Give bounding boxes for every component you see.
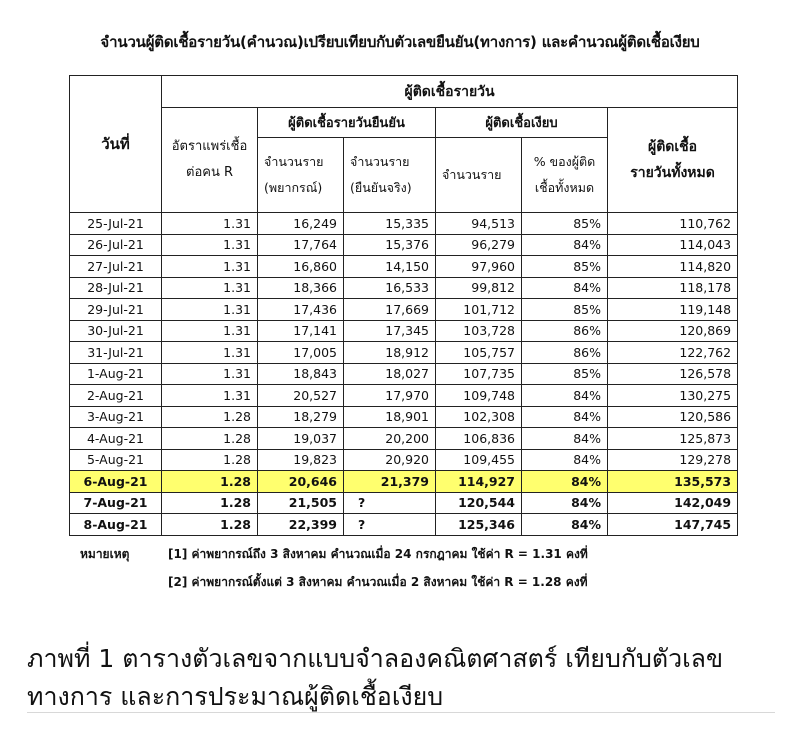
cell-actual: 20,920 [344, 449, 436, 471]
cell-actual: 17,669 [344, 299, 436, 321]
header-silent-pct [522, 138, 608, 213]
cell-total: 114,820 [608, 256, 738, 278]
cell-total: 126,578 [608, 363, 738, 385]
table-row-highlighted [70, 471, 738, 493]
table-row [70, 449, 738, 471]
cell-date: 26-Jul-21 [70, 234, 162, 256]
cell-predicted: 17,764 [258, 234, 344, 256]
cell-date: 7-Aug-21 [70, 492, 162, 514]
cell-pct: 84% [522, 428, 608, 450]
cell-pct: 84% [522, 406, 608, 428]
cell-date: 25-Jul-21 [70, 213, 162, 235]
cell-r: 1.31 [162, 277, 258, 299]
cell-r: 1.31 [162, 385, 258, 407]
cell-predicted: 16,860 [258, 256, 344, 278]
header-actual [344, 138, 436, 213]
cell-r: 1.28 [162, 514, 258, 536]
cell-predicted: 19,823 [258, 449, 344, 471]
header-predicted [258, 138, 344, 213]
cell-predicted: 22,399 [258, 514, 344, 536]
cell-total: 110,762 [608, 213, 738, 235]
cell-silent: 99,812 [436, 277, 522, 299]
cell-silent: 96,279 [436, 234, 522, 256]
cell-actual: ? [344, 514, 436, 536]
cell-date: 5-Aug-21 [70, 449, 162, 471]
notes-label: หมายเหตุ [80, 547, 130, 561]
cell-total: 142,049 [608, 492, 738, 514]
cell-total: 122,762 [608, 342, 738, 364]
cell-date: 2-Aug-21 [70, 385, 162, 407]
cell-predicted: 18,279 [258, 406, 344, 428]
header-silent-count: จำนวนราย [436, 138, 522, 213]
table-row [70, 385, 738, 407]
cell-silent: 120,544 [436, 492, 522, 514]
cell-silent: 94,513 [436, 213, 522, 235]
cell-pct: 86% [522, 342, 608, 364]
cell-silent: 109,748 [436, 385, 522, 407]
cell-actual: 14,150 [344, 256, 436, 278]
cell-r: 1.31 [162, 234, 258, 256]
cell-date: 29-Jul-21 [70, 299, 162, 321]
cell-predicted: 17,141 [258, 320, 344, 342]
cell-date: 3-Aug-21 [70, 406, 162, 428]
table-row [70, 256, 738, 278]
cell-silent: 107,735 [436, 363, 522, 385]
infection-table [69, 75, 738, 536]
cell-pct: 84% [522, 471, 608, 493]
cell-actual: 18,912 [344, 342, 436, 364]
cell-actual: 16,533 [344, 277, 436, 299]
cell-total: 120,869 [608, 320, 738, 342]
cell-total: 129,278 [608, 449, 738, 471]
cell-pct: 85% [522, 256, 608, 278]
cell-silent: 114,927 [436, 471, 522, 493]
note-2: [2] ค่าพยากรณ์ตั้งแต่ 3 สิงหาคม คำนวณเมื่อ 2 สิงหาคม ใช้ค่า R = 1.28 คงที่ [168, 575, 588, 589]
cell-total: 147,745 [608, 514, 738, 536]
cell-silent: 102,308 [436, 406, 522, 428]
header-predicted-line1: จำนวนราย [264, 154, 324, 169]
figure-caption: ภาพที่ 1 ตารางตัวเลขจากแบบจำลองคณิตศาสตร์ เทียบกับตัวเลขทางการ และการประมาณผู้ติดเชื้อเงียบ [27, 644, 724, 711]
header-actual-line2: (ยืนยันจริง) [350, 180, 412, 195]
cell-total: 135,573 [608, 471, 738, 493]
cell-silent: 125,346 [436, 514, 522, 536]
cell-total: 114,043 [608, 234, 738, 256]
cell-date: 30-Jul-21 [70, 320, 162, 342]
cell-actual: ? [344, 492, 436, 514]
cell-predicted: 21,505 [258, 492, 344, 514]
cell-actual: 21,379 [344, 471, 436, 493]
cell-silent: 103,728 [436, 320, 522, 342]
cell-r: 1.28 [162, 449, 258, 471]
cell-predicted: 17,436 [258, 299, 344, 321]
cell-predicted: 18,843 [258, 363, 344, 385]
cell-silent: 105,757 [436, 342, 522, 364]
header-pct-line2: เชื้อทั้งหมด [534, 180, 595, 195]
cell-total: 120,586 [608, 406, 738, 428]
table-row [70, 492, 738, 514]
header-total [608, 108, 738, 213]
divider [27, 712, 775, 713]
cell-pct: 84% [522, 492, 608, 514]
cell-silent: 106,836 [436, 428, 522, 450]
cell-silent: 97,960 [436, 256, 522, 278]
cell-date: 6-Aug-21 [70, 471, 162, 493]
cell-r: 1.31 [162, 256, 258, 278]
header-r-line1: อัตราแพร่เชื้อ [171, 139, 248, 154]
header-confirmed-group: ผู้ติดเชื้อรายวันยืนยัน [258, 108, 436, 138]
cell-pct: 84% [522, 449, 608, 471]
table-row [70, 213, 738, 235]
cell-date: 31-Jul-21 [70, 342, 162, 364]
cell-date: 28-Jul-21 [70, 277, 162, 299]
cell-date: 4-Aug-21 [70, 428, 162, 450]
header-r-line2: ต่อคน R [186, 165, 233, 180]
cell-pct: 85% [522, 363, 608, 385]
header-actual-line1: จำนวนราย [350, 154, 410, 169]
cell-predicted: 18,366 [258, 277, 344, 299]
table-title: จำนวนผู้ติดเชื้อรายวัน(คำนวณ)เปรียบเทียบกับตัวเลขยืนยัน(ทางการ) และคำนวณผู้ติดเชื้อเงียบ [100, 33, 700, 51]
cell-r: 1.28 [162, 471, 258, 493]
cell-predicted: 20,527 [258, 385, 344, 407]
cell-r: 1.28 [162, 406, 258, 428]
cell-actual: 20,200 [344, 428, 436, 450]
cell-predicted: 16,249 [258, 213, 344, 235]
table-row [70, 406, 738, 428]
cell-r: 1.28 [162, 492, 258, 514]
header-r [162, 108, 258, 213]
cell-actual: 18,901 [344, 406, 436, 428]
header-silent-group: ผู้ติดเชื้อเงียบ [436, 108, 608, 138]
cell-date: 27-Jul-21 [70, 256, 162, 278]
cell-predicted: 17,005 [258, 342, 344, 364]
cell-r: 1.28 [162, 428, 258, 450]
header-date: วันที่ [70, 76, 162, 213]
header-total-line2: รายวันทั้งหมด [630, 165, 715, 181]
cell-date: 1-Aug-21 [70, 363, 162, 385]
cell-actual: 18,027 [344, 363, 436, 385]
cell-r: 1.31 [162, 320, 258, 342]
cell-predicted: 19,037 [258, 428, 344, 450]
cell-total: 118,178 [608, 277, 738, 299]
cell-r: 1.31 [162, 363, 258, 385]
cell-r: 1.31 [162, 213, 258, 235]
cell-pct: 84% [522, 514, 608, 536]
table-row [70, 299, 738, 321]
table-row [70, 342, 738, 364]
cell-actual: 17,970 [344, 385, 436, 407]
table-row [70, 277, 738, 299]
cell-total: 125,873 [608, 428, 738, 450]
table-row [70, 320, 738, 342]
cell-actual: 17,345 [344, 320, 436, 342]
cell-pct: 85% [522, 299, 608, 321]
cell-predicted: 20,646 [258, 471, 344, 493]
cell-actual: 15,335 [344, 213, 436, 235]
cell-silent: 109,455 [436, 449, 522, 471]
cell-silent: 101,712 [436, 299, 522, 321]
header-pct-line1: % ของผู้ติด [533, 154, 596, 169]
header-total-line1: ผู้ติดเชื้อ [647, 139, 698, 155]
table-row [70, 428, 738, 450]
cell-total: 130,275 [608, 385, 738, 407]
table-row [70, 514, 738, 536]
cell-total: 119,148 [608, 299, 738, 321]
cell-r: 1.31 [162, 342, 258, 364]
cell-date: 8-Aug-21 [70, 514, 162, 536]
header-predicted-line2: (พยากรณ์) [264, 180, 323, 195]
table-row [70, 234, 738, 256]
cell-pct: 84% [522, 277, 608, 299]
cell-actual: 15,376 [344, 234, 436, 256]
cell-pct: 86% [522, 320, 608, 342]
cell-pct: 84% [522, 234, 608, 256]
table-row [70, 363, 738, 385]
cell-pct: 85% [522, 213, 608, 235]
cell-pct: 84% [522, 385, 608, 407]
header-daily-infected: ผู้ติดเชื้อรายวัน [162, 76, 738, 108]
note-1: [1] ค่าพยากรณ์ถึง 3 สิงหาคม คำนวณเมื่อ 24 กรกฎาคม ใช้ค่า R = 1.31 คงที่ [168, 547, 588, 561]
cell-r: 1.31 [162, 299, 258, 321]
